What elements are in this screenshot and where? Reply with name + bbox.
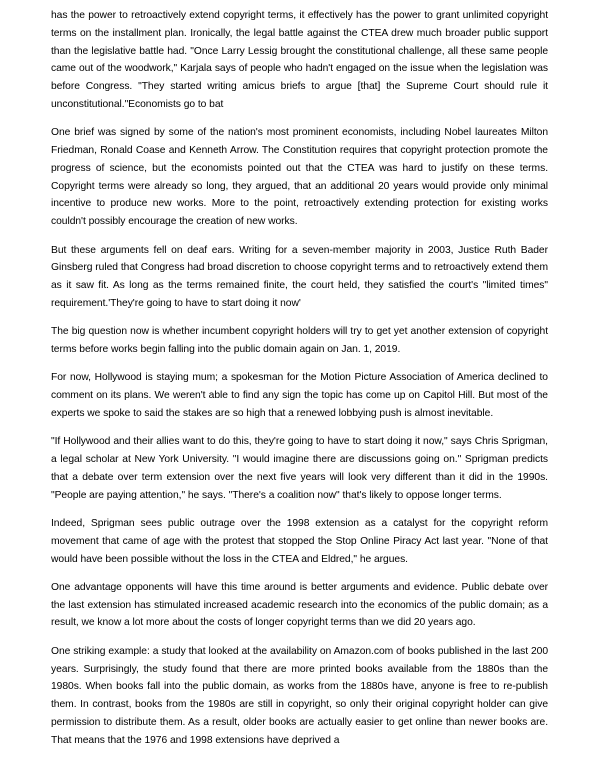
paragraph-9: One striking example: a study that looked at the availability on Amazon.com of books published in the last 200 years. Surprisingly, the study found that there are more printed books available from the 1880s than the 1980s. When books fall into the public domain, as works from the 1880s have, anyone is free to re-publish them. In contrast, books from the 1980s are still in copyright, so only their original copyright holder can give permission to distribute them. As a result, older books are actually easier to get online than newer books are. That means that the 1976 and 1998 extensions have deprived a — [51, 645, 548, 746]
paragraph-3: But these arguments fell on deaf ears. Writing for a seven-member majority in 2003, Justice Ruth Bader Ginsberg ruled that Congress had broad discretion to choose copyright terms and to retroactively extend them as it saw fit. As long as the terms remained finite, the court held, they satisfied the court's "limited times" requirement.'They're going to have to start doing it now' — [51, 244, 548, 309]
paragraph-8: One advantage opponents will have this time around is better arguments and evidence. Public debate over the last extension has stimulated increased academic research into the economics of the public domain; as a result, we know a lot more about the costs of longer copyright terms than we did 20 years ago. — [51, 581, 548, 629]
paragraph-2: One brief was signed by some of the nation's most prominent economists, including Nobel laureates Milton Friedman, Ronald Coase and Kenneth Arrow. The Constitution requires that copyright protection promote the progress of science, but the economists pointed out that the CTEA was hard to justify on these terms. Copyright terms were already so long, they argued, that an additional 20 years would provide only minimal incentive to produce new works. More to the point, retroactively extending protection for existing works couldn't possibly encourage the creation of new works. — [51, 127, 548, 228]
paragraph-7: Indeed, Sprigman sees public outrage over the 1998 extension as a catalyst for the copyright reform movement that came of age with the protest that stopped the Stop Online Piracy Act last year. "None of that would have been possible without the loss in the CTEA and Eldred," he argues. — [51, 517, 548, 565]
paragraph-5: For now, Hollywood is staying mum; a spokesman for the Motion Picture Association of America declined to comment on its plans. We weren't able to find any sign the topic has come up on Capitol Hill. But most of the experts we spoke to said the stakes are so high that a renewed lobbying push is almost inevitable. — [51, 372, 548, 419]
paragraph-4: The big question now is whether incumbent copyright holders will try to get yet another extension of copyright terms before works begin falling into the public domain again on Jan. 1, 2019. — [51, 326, 548, 356]
paragraph-1: has the power to retroactively extend copyright terms, it effectively has the power to grant unlimited copyright terms on the installment plan. Ironically, the legal battle against the CTEA drew much broader public support than the legislative battle had. "Once Larry Lessig brought the constitutional challenge, all these same people came out of the woodwork," Karjala says of people who hadn't engaged on the issue when the legislation was before Congress. "They started writing amicus briefs to argue [that] the Supreme Court should rule it unconstitutional."Economists go to bat — [51, 10, 548, 110]
paragraph-6: "If Hollywood and their allies want to do this, they're going to have to start doing it now," says Chris Sprigman, a legal scholar at New York University. "I would imagine there are discussions going on." Sprigman predicts that a debate over term extension over the next five years will look very different than it did in the 1990s. "People are paying attention," he says. "There's a coalition now" that's likely to oppose longer terms. — [51, 436, 548, 501]
article-body — [51, 7, 548, 760]
